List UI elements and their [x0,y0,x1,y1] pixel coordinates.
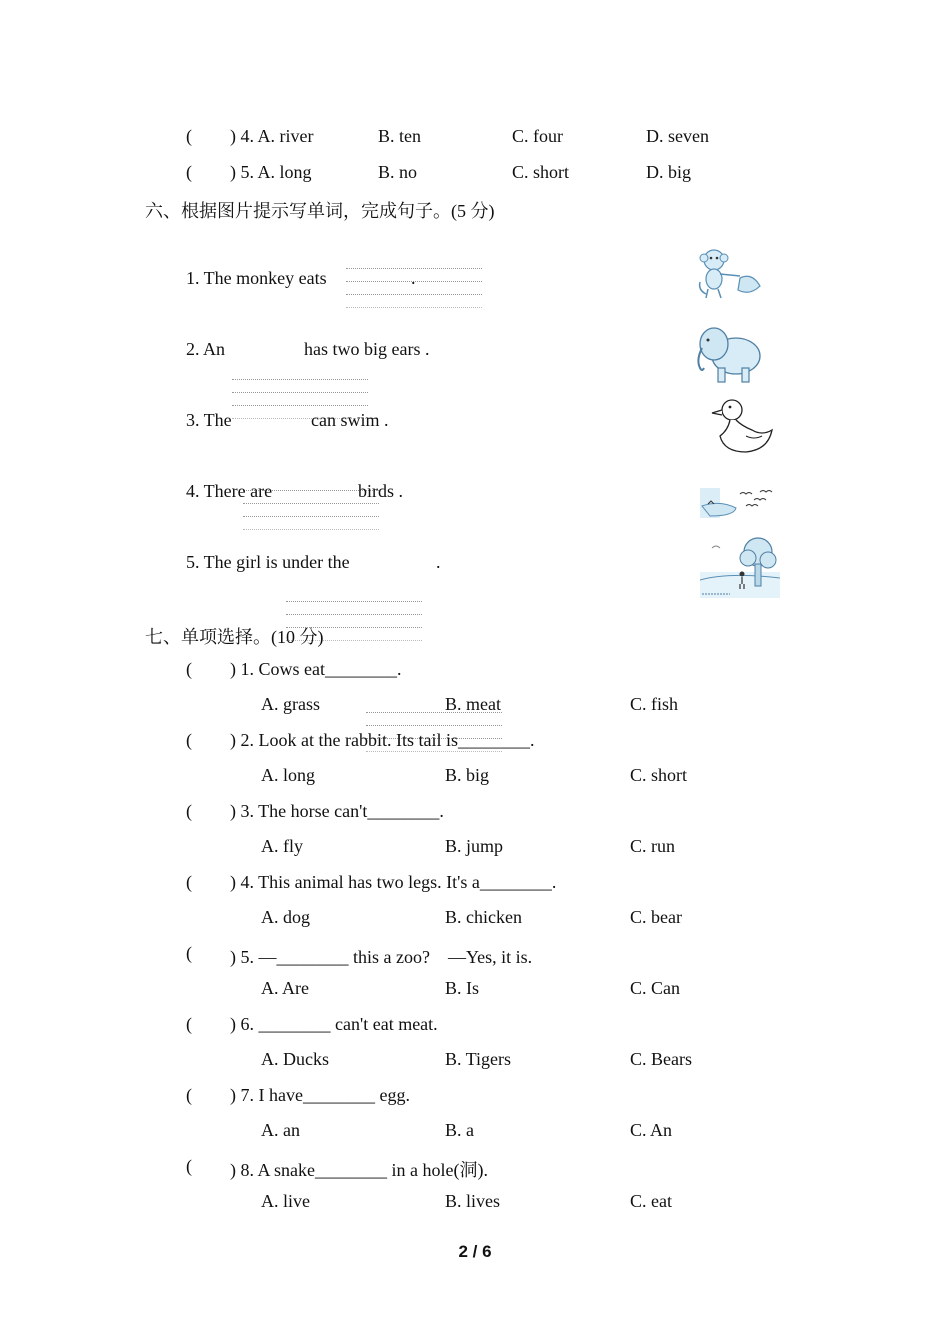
answer-paren[interactable]: ( [186,801,192,821]
duck-icon [706,396,776,458]
option-b: B. Is [445,978,480,998]
question-stem: ) 3. The horse can't________. [230,801,444,821]
option-c: C. run [630,836,675,856]
sentence-before: 4. There are [186,481,273,501]
option-d: D. big [646,162,691,182]
sentence-after: birds . [358,481,403,501]
answer-paren[interactable]: ( [186,1014,192,1034]
answer-paren[interactable]: ( [186,659,192,679]
option-c: C. bear [630,907,682,927]
sentence-after: . [436,552,441,572]
question-stem: ) 2. Look at the rabbit. Its tail is________. [230,730,535,750]
sentence-after: . [411,268,416,288]
answer-paren[interactable]: ( [186,162,192,182]
option-b: B. ten [378,126,421,146]
option-a: A. grass [261,694,320,714]
option-c: C. short [512,162,570,182]
option-c: C. Can [630,978,681,998]
option-a: A. Ducks [261,1049,329,1069]
option-b: B. no [378,162,418,182]
option-c: C. short [630,765,688,785]
question-stem: ) 5. A. long [230,162,312,182]
option-a: A. fly [261,836,303,856]
option-c: C. An [630,1120,673,1140]
option-b: B. Tigers [445,1049,512,1069]
answer-paren[interactable]: ( [186,943,192,963]
option-c: C. fish [630,694,679,714]
sentence-before: 5. The girl is under the [186,552,350,572]
option-d: D. seven [646,126,709,146]
option-a: A. dog [261,907,310,927]
question-stem: ) 5. —________ this a zoo? —Yes, it is. [230,947,533,967]
option-b: B. a [445,1120,474,1140]
option-c: C. Bears [630,1049,692,1069]
question-stem: ) 6. ________ can't eat meat. [230,1014,438,1034]
answer-paren[interactable]: ( [186,730,192,750]
sentence-before: 2. An [186,339,226,359]
option-a: A. an [261,1120,300,1140]
question-stem: ) 8. A snake________ in a hole(洞). [230,1160,488,1180]
answer-paren[interactable]: ( [186,1085,192,1105]
sentence-after: has two big ears . [304,339,430,359]
section7-title: 七、单项选择。(10 分) [145,627,324,647]
monkey-icon [694,246,768,300]
answer-paren[interactable]: ( [186,1156,192,1176]
page-number: 2 / 6 [458,1242,492,1261]
section6-title: 六、根据图片提示写单词，完成句子。(5 分) [145,201,495,221]
option-a: A. Are [261,978,309,998]
option-a: A. long [261,765,315,785]
sentence-before: 3. The [186,410,232,430]
option-b: B. jump [445,836,504,856]
elephant-icon [692,320,766,386]
option-b: B. chicken [445,907,522,927]
sentence-before: 1. The monkey eats [186,268,327,288]
option-b: B. meat [445,694,501,714]
option-c: C. eat [630,1191,672,1211]
tree-icon [700,536,780,598]
option-a: A. live [261,1191,310,1211]
question-stem: ) 4. A. river [230,126,314,146]
question-stem: ) 4. This animal has two legs. It's a________. [230,872,557,892]
question-stem: ) 7. I have________ egg. [230,1085,410,1105]
sentence-after: can swim . [311,410,389,430]
option-b: B. lives [445,1191,501,1211]
question-stem: ) 1. Cows eat________. [230,659,402,679]
option-c: C. four [512,126,563,146]
answer-paren[interactable]: ( [186,126,192,146]
option-b: B. big [445,765,490,785]
answer-paren[interactable]: ( [186,872,192,892]
birds-icon [700,486,774,520]
